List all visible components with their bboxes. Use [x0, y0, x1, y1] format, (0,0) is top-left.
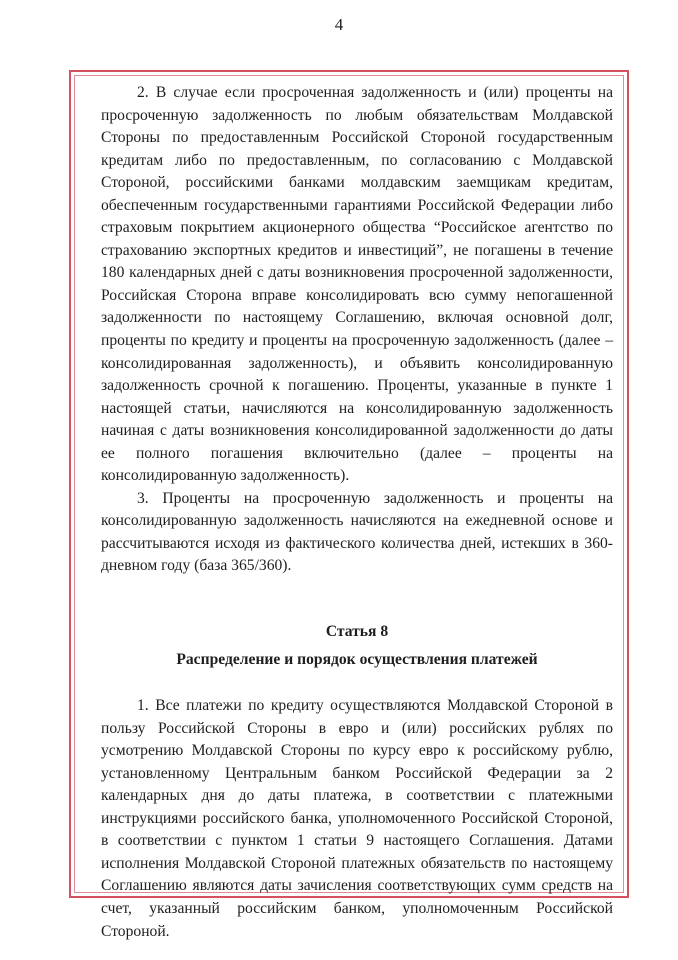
page-number: 4: [334, 15, 344, 34]
article-title: Статья 8: [325, 623, 389, 641]
paragraph-item-2: 2. В случае если просроченная задолженность и (или) проценты на просроченную задолженность по любым обязательствам Молдавской Стороны по предоставленным Российской Стороной государственным кредитам либо по предоставленным, по согласованию с Молдавской Стороной, российскими банками молдавским заемщикам кредитам, обеспеченным государственными гарантиями Российской Федерации либо страховым покрытием акционерного общества “Российское агентство по страхованию экспортных кредитов и инвестиций”, не погашены в течение 180 календарных дней с даты возникновения просроченной задолженности, Российская Сторона вправе консолидировать всю сумму непогашенной задолженности по настоящему Соглашению, включая основной долг, проценты по кредиту и проценты на просроченную задолженность (далее – консолидированная задолженность), и объявить консолидированную задолженность срочной к погашению. Проценты, указанные в пункте 1 настоящей статьи, начисляются на консолидированную задолженность начиная с даты возникновения консолидированной задолженности до даты ее полного погашения включительно (далее – проценты на консолидированную задолженность).: [101, 84, 613, 485]
document-body: [101, 82, 613, 943]
article-subtitle: Распределение и порядок осуществления платежей: [176, 651, 538, 669]
paragraph-item-3: 3. Проценты на просроченную задолженность и проценты на консолидированную задолженность начисляются на ежедневной основе и рассчитываются исходя из фактического количества дней, истекших в 360-дневном году (база 365/360).: [101, 489, 613, 575]
article-paragraph-1: 1. Все платежи по кредиту осуществляются Молдавской Стороной в пользу Российской Стороны в евро и (или) российских рублях по усмотрению Молдавской Стороны по курсу евро к российскому рублю, установленному Центральным банком Российской Федерации за 2 календарных дня до даты платежа, в соответствии с платежными инструкциями российского банка, уполномоченного Российской Стороной, в соответствии с пунктом 1 статьи 9 настоящего Соглашения. Датами исполнения Молдавской Стороной платежных обязательств по настоящему Соглашению являются даты зачисления соответствующих сумм средств на счет, указанный российским банком, уполномоченным Российской Стороной.: [101, 697, 613, 940]
